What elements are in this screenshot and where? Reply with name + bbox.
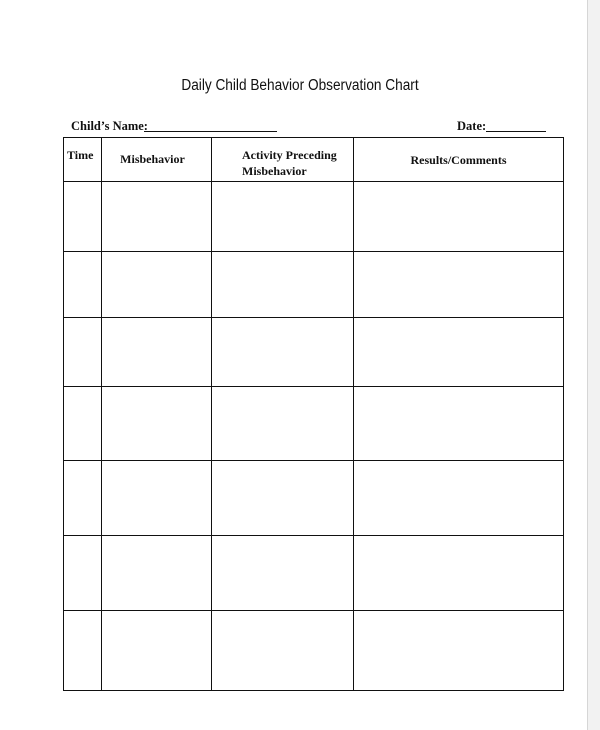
activity-cell[interactable] [212,182,354,252]
results-cell[interactable] [354,536,564,611]
table-row [64,536,564,611]
column-header-time: Time [64,138,102,182]
time-cell[interactable] [64,387,102,461]
column-header-misbehavior: Misbehavior [102,138,212,182]
table-row [64,611,564,691]
misbehavior-cell[interactable] [102,182,212,252]
date-field[interactable] [486,131,546,132]
time-cell[interactable] [64,318,102,387]
time-cell[interactable] [64,461,102,536]
results-cell[interactable] [354,318,564,387]
activity-cell[interactable] [212,461,354,536]
table-row [64,461,564,536]
table-row [64,252,564,318]
activity-cell[interactable] [212,536,354,611]
misbehavior-cell[interactable] [102,252,212,318]
childs-name-field[interactable] [144,131,277,132]
results-cell[interactable] [354,611,564,691]
results-cell[interactable] [354,461,564,536]
table-header-row [64,138,564,182]
activity-cell[interactable] [212,611,354,691]
time-cell[interactable] [64,182,102,252]
activity-cell[interactable] [212,387,354,461]
misbehavior-cell[interactable] [102,387,212,461]
observation-table [63,137,564,691]
column-header-activity-preceding: Activity Preceding Misbehavior [212,138,354,182]
activity-cell[interactable] [212,252,354,318]
misbehavior-cell[interactable] [102,611,212,691]
table-row [64,318,564,387]
results-cell[interactable] [354,182,564,252]
page-title: Daily Child Behavior Observation Chart [181,77,419,94]
childs-name-label: Child’s Name: [71,119,148,133]
time-cell[interactable] [64,252,102,318]
misbehavior-cell[interactable] [102,536,212,611]
time-cell[interactable] [64,611,102,691]
table-row [64,182,564,252]
results-cell[interactable] [354,387,564,461]
table-row [64,387,564,461]
misbehavior-cell[interactable] [102,318,212,387]
column-header-results-comments: Results/Comments [354,138,564,182]
activity-cell[interactable] [212,318,354,387]
time-cell[interactable] [64,536,102,611]
date-label: Date: [457,119,487,133]
misbehavior-cell[interactable] [102,461,212,536]
results-cell[interactable] [354,252,564,318]
